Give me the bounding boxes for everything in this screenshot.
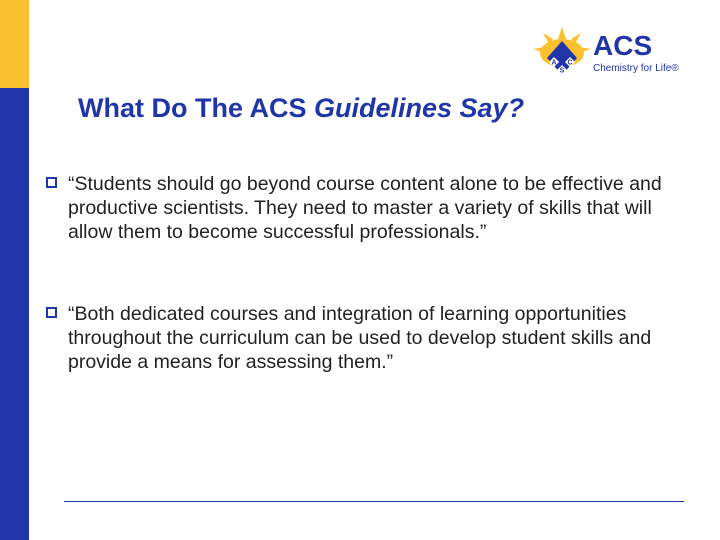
logo-tagline: Chemistry for Life® (593, 63, 679, 74)
acs-logo (531, 27, 691, 85)
emblem-letter-s: S (559, 67, 565, 75)
bullet-item (46, 172, 696, 244)
emblem-letter-a: A (551, 59, 557, 67)
title-suffix: ? (507, 93, 525, 123)
acs-emblem-icon (531, 27, 593, 85)
logo-wordmark: ACS (593, 30, 653, 61)
checkbox-bullet-icon (46, 177, 57, 188)
emblem-letter-c: C (567, 59, 573, 67)
left-accent-bar-yellow (0, 0, 29, 88)
checkbox-bullet-icon (46, 307, 57, 318)
bullet-item (46, 302, 696, 374)
title-prefix: What Do The ACS (78, 93, 314, 123)
slide-title (78, 88, 678, 128)
bullet-text: “Students should go beyond course content alone to be effective and productive scientists. They need to master a variety of skills that will allow them to become successful professionals.” (68, 173, 662, 243)
bullet-text: “Both dedicated courses and integration of learning opportunities throughout the curriculum can be used to develop student skills and provide a means for assessing them.” (68, 303, 652, 373)
left-accent-bar-blue (0, 88, 29, 540)
footer-divider (64, 501, 684, 502)
title-emphasis: Guidelines Say (314, 93, 508, 123)
